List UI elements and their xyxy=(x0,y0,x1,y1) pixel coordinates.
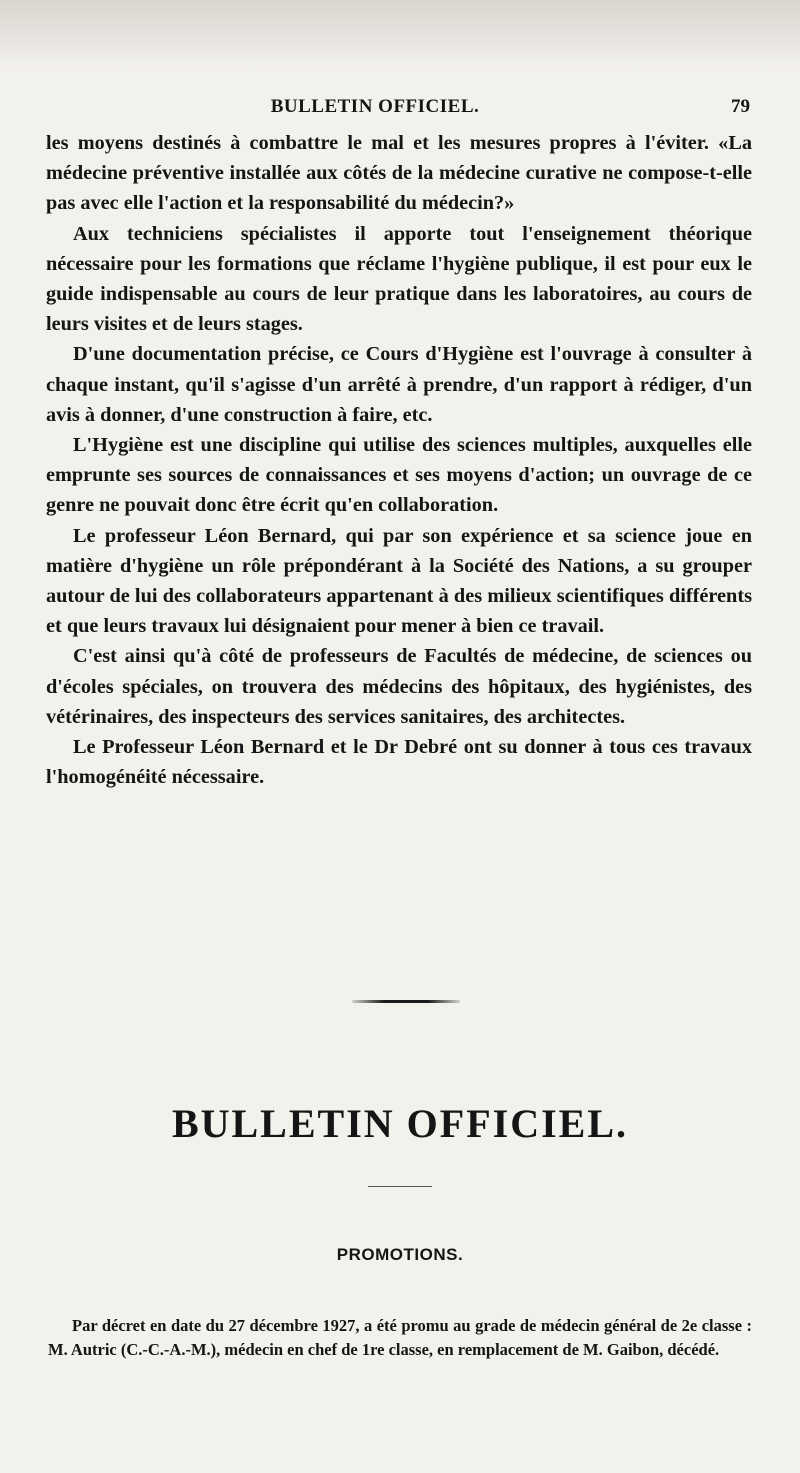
paragraph-continuation: les moyens destinés à combattre le mal et les mesures propres à l'éviter. «La médecine préventive installée aux côtés de la médecine curative ne compose-t-elle pas avec elle l'action et la responsabilité du médecin?» xyxy=(46,132,752,215)
paragraph-homogeneite: Le Professeur Léon Bernard et le Dr Debré ont su donner à tous ces travaux l'homogénéité nécessaire. xyxy=(46,736,752,789)
decree-text: Par décret en date du 27 décembre 1927, a été promu au grade de médecin général de 2e classe : M. Autric (C.-C.-A.-M.), médecin en chef de 1re classe, en remplacement de M. Gaibon, décédé. xyxy=(48,1315,752,1359)
scan-top-edge xyxy=(0,0,800,70)
paragraph-collaborateurs: C'est ainsi qu'à côté de professeurs de Facultés de médecine, de sciences ou d'écoles spéciales, on trouvera des médecins des hôpitaux, des hygiénistes, des vétérinaires, des inspecteurs des services sanitaires, des architectes. xyxy=(46,645,752,728)
paragraph-documentation: D'une documentation précise, ce Cours d'Hygiène est l'ouvrage à consulter à chaque instant, qu'il s'agisse d'un arrêté à prendre, d'un rapport à rédiger, d'un avis à donner, d'une construction à faire, etc. xyxy=(46,343,752,426)
page-number: 79 xyxy=(731,96,750,117)
promotions-heading: PROMOTIONS. xyxy=(336,1245,464,1264)
paragraph-techniciens: Aux techniciens spécialistes il apporte tout l'enseignement théorique nécessaire pour les formations que réclame l'hygiène publique, il est pour eux le guide indispensable au cours de leur pratique dans les laboratoires, au cours de leurs visites et de leurs stages. xyxy=(46,222,752,336)
title-rule xyxy=(368,1186,432,1187)
running-header xyxy=(50,96,750,124)
paragraph-hygiene-discipline: L'Hygiène est une discipline qui utilise des sciences multiples, auxquelles elle emprunte ses sources de connaissances et ses moyens d'action; un ouvrage de ce genre ne pouvait donc être écrit qu'en collaboration. xyxy=(46,434,752,517)
section-title: BULLETIN OFFICIEL. xyxy=(171,1101,629,1146)
section-divider xyxy=(352,1000,460,1003)
body-text xyxy=(46,128,752,792)
running-title: BULLETIN OFFICIEL. xyxy=(270,96,480,117)
paragraph-leon-bernard: Le professeur Léon Bernard, qui par son expérience et sa science joue en matière d'hygiène un rôle prépondérant à la Société des Nations, a su grouper autour de lui des collaborateurs appartenant à des milieux scientifiques différents et que leurs travaux lui désignaient pour mener à bien ce travail. xyxy=(46,524,752,638)
